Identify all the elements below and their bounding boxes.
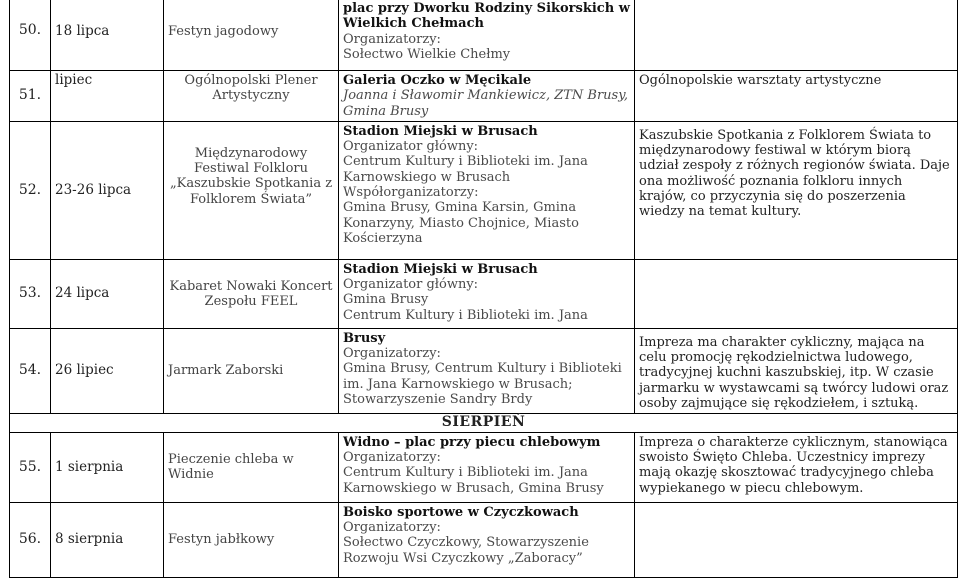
event-name: Ogólnopolski Plener Artystyczny	[164, 71, 339, 122]
table-row	[10, 0, 958, 71]
event-place	[339, 259, 635, 328]
event-description	[635, 0, 958, 71]
event-name: Festyn jagodowy	[164, 0, 339, 71]
row-number: 53.	[10, 259, 51, 328]
event-description: Kaszubskie Spotkania z Folklorem Świata to międzynarodowy festiwal w którym biorą udział zespoły z różnych regionów świata. Daje ona możliwość poznania folkloru innych krajów, co przyczynia się do poszerzenia wiedzy na temat kultury.	[635, 121, 958, 259]
event-date: 8 sierpnia	[51, 502, 164, 577]
place-line: Organizatorzy:	[343, 31, 441, 47]
place-line: Gmina Brusy	[343, 292, 429, 308]
event-date: lipiec	[51, 71, 164, 122]
row-number: 52.	[10, 121, 51, 259]
place-line: Centrum Kultury i Biblioteki im. Jana	[343, 307, 588, 323]
event-description	[635, 259, 958, 328]
place-line: Organizator główny:	[343, 277, 479, 293]
row-number: 51.	[10, 71, 51, 122]
event-name: Jarmark Zaborski	[164, 328, 339, 413]
event-place	[339, 502, 635, 577]
table-row	[10, 121, 958, 259]
place-name: Widno – plac przy piecu chlebowym	[343, 434, 601, 450]
place-name: Brusy	[343, 330, 386, 346]
event-place	[339, 71, 635, 122]
table-row	[10, 502, 958, 577]
table-row	[10, 328, 958, 413]
row-number: 56.	[10, 502, 51, 577]
row-number: 50.	[10, 0, 51, 71]
place-line: Organizatorzy:	[343, 519, 441, 535]
table-row	[10, 432, 958, 502]
place-name: Stadion Miejski w Brusach	[343, 123, 538, 139]
row-number: 54.	[10, 328, 51, 413]
event-description: Ogólnopolskie warsztaty artystyczne	[635, 71, 958, 122]
place-line: Sołectwo Czyczkowy, Stowarzyszenie Rozwoju Wsi Czyczkowy „Zaboracy”	[343, 535, 589, 566]
place-line: Organizator główny:	[343, 139, 479, 155]
table-row	[10, 259, 958, 328]
table-row	[10, 71, 958, 122]
place-name: plac przy Dworku Rodziny Sikorskich w Wielkich Chełmach	[343, 1, 630, 32]
month-row	[10, 414, 958, 432]
event-description	[635, 502, 958, 577]
event-date: 1 sierpnia	[51, 432, 164, 502]
event-date: 24 lipca	[51, 259, 164, 328]
event-name: Festyn jabłkowy	[164, 502, 339, 577]
event-description: Impreza ma charakter cykliczny, mająca na celu promocję rękodzielnictwa ludowego, tradycyjnej kuchni kaszubskiej, itp. W czasie jarmarku w wystawcami są twórcy ludowi oraz osoby zajmujące się rękodziełem, i sztuką.	[635, 328, 958, 413]
event-name: Kabaret Nowaki Koncert Zespołu FEEL	[164, 259, 339, 328]
place-name: Galeria Oczko w Męcikale	[343, 73, 532, 88]
event-date: 26 lipiec	[51, 328, 164, 413]
place-line: Sołectwo Wielkie Chełmy	[343, 46, 511, 62]
month-heading: SIERPIEŃ	[10, 414, 958, 432]
events-table	[9, 0, 958, 578]
place-line: Organizatorzy:	[343, 449, 441, 465]
event-place	[339, 328, 635, 413]
place-line: Gmina Brusy, Centrum Kultury i Biblioteki im. Jana Karnowskiego w Brusach; Stowarzyszenie Sandry Brdy	[343, 361, 622, 408]
row-number: 55.	[10, 432, 51, 502]
event-name: Pieczenie chleba w Widnie	[164, 432, 339, 502]
place-line: Centrum Kultury i Biblioteki im. Jana Karnowskiego w Brusach, Gmina Brusy	[343, 465, 604, 496]
place-line: Współorganizatorzy:	[343, 185, 479, 201]
place-line: Centrum Kultury i Biblioteki im. Jana Karnowskiego w Brusach	[343, 154, 588, 185]
event-place	[339, 432, 635, 502]
event-date: 23-26 lipca	[51, 121, 164, 259]
event-date: 18 lipca	[51, 0, 164, 71]
place-name: Stadion Miejski w Brusach	[343, 261, 538, 277]
place-line: Organizatorzy:	[343, 346, 441, 362]
event-description: Impreza o charakterze cyklicznym, stanowiąca swoisto Święto Chleba. Uczestnicy imprezy mają okazję skosztować tradycyjnego chleba wypiekanego w piecu chlebowym.	[635, 432, 958, 502]
place-name: Boisko sportowe w Czyczkowach	[343, 504, 579, 520]
event-place	[339, 121, 635, 259]
event-name: Międzynarodowy Festiwal Folkloru „Kaszubskie Spotkania z Folklorem Świata”	[164, 121, 339, 259]
place-line: Joanna i Sławomir Mankiewicz, ZTN Brusy, Gmina Brusy	[343, 88, 628, 119]
place-line: Gmina Brusy, Gmina Karsin, Gmina Konarzyny, Miasto Chojnice, Miasto Kościerzyna	[343, 200, 579, 246]
event-place	[339, 0, 635, 71]
